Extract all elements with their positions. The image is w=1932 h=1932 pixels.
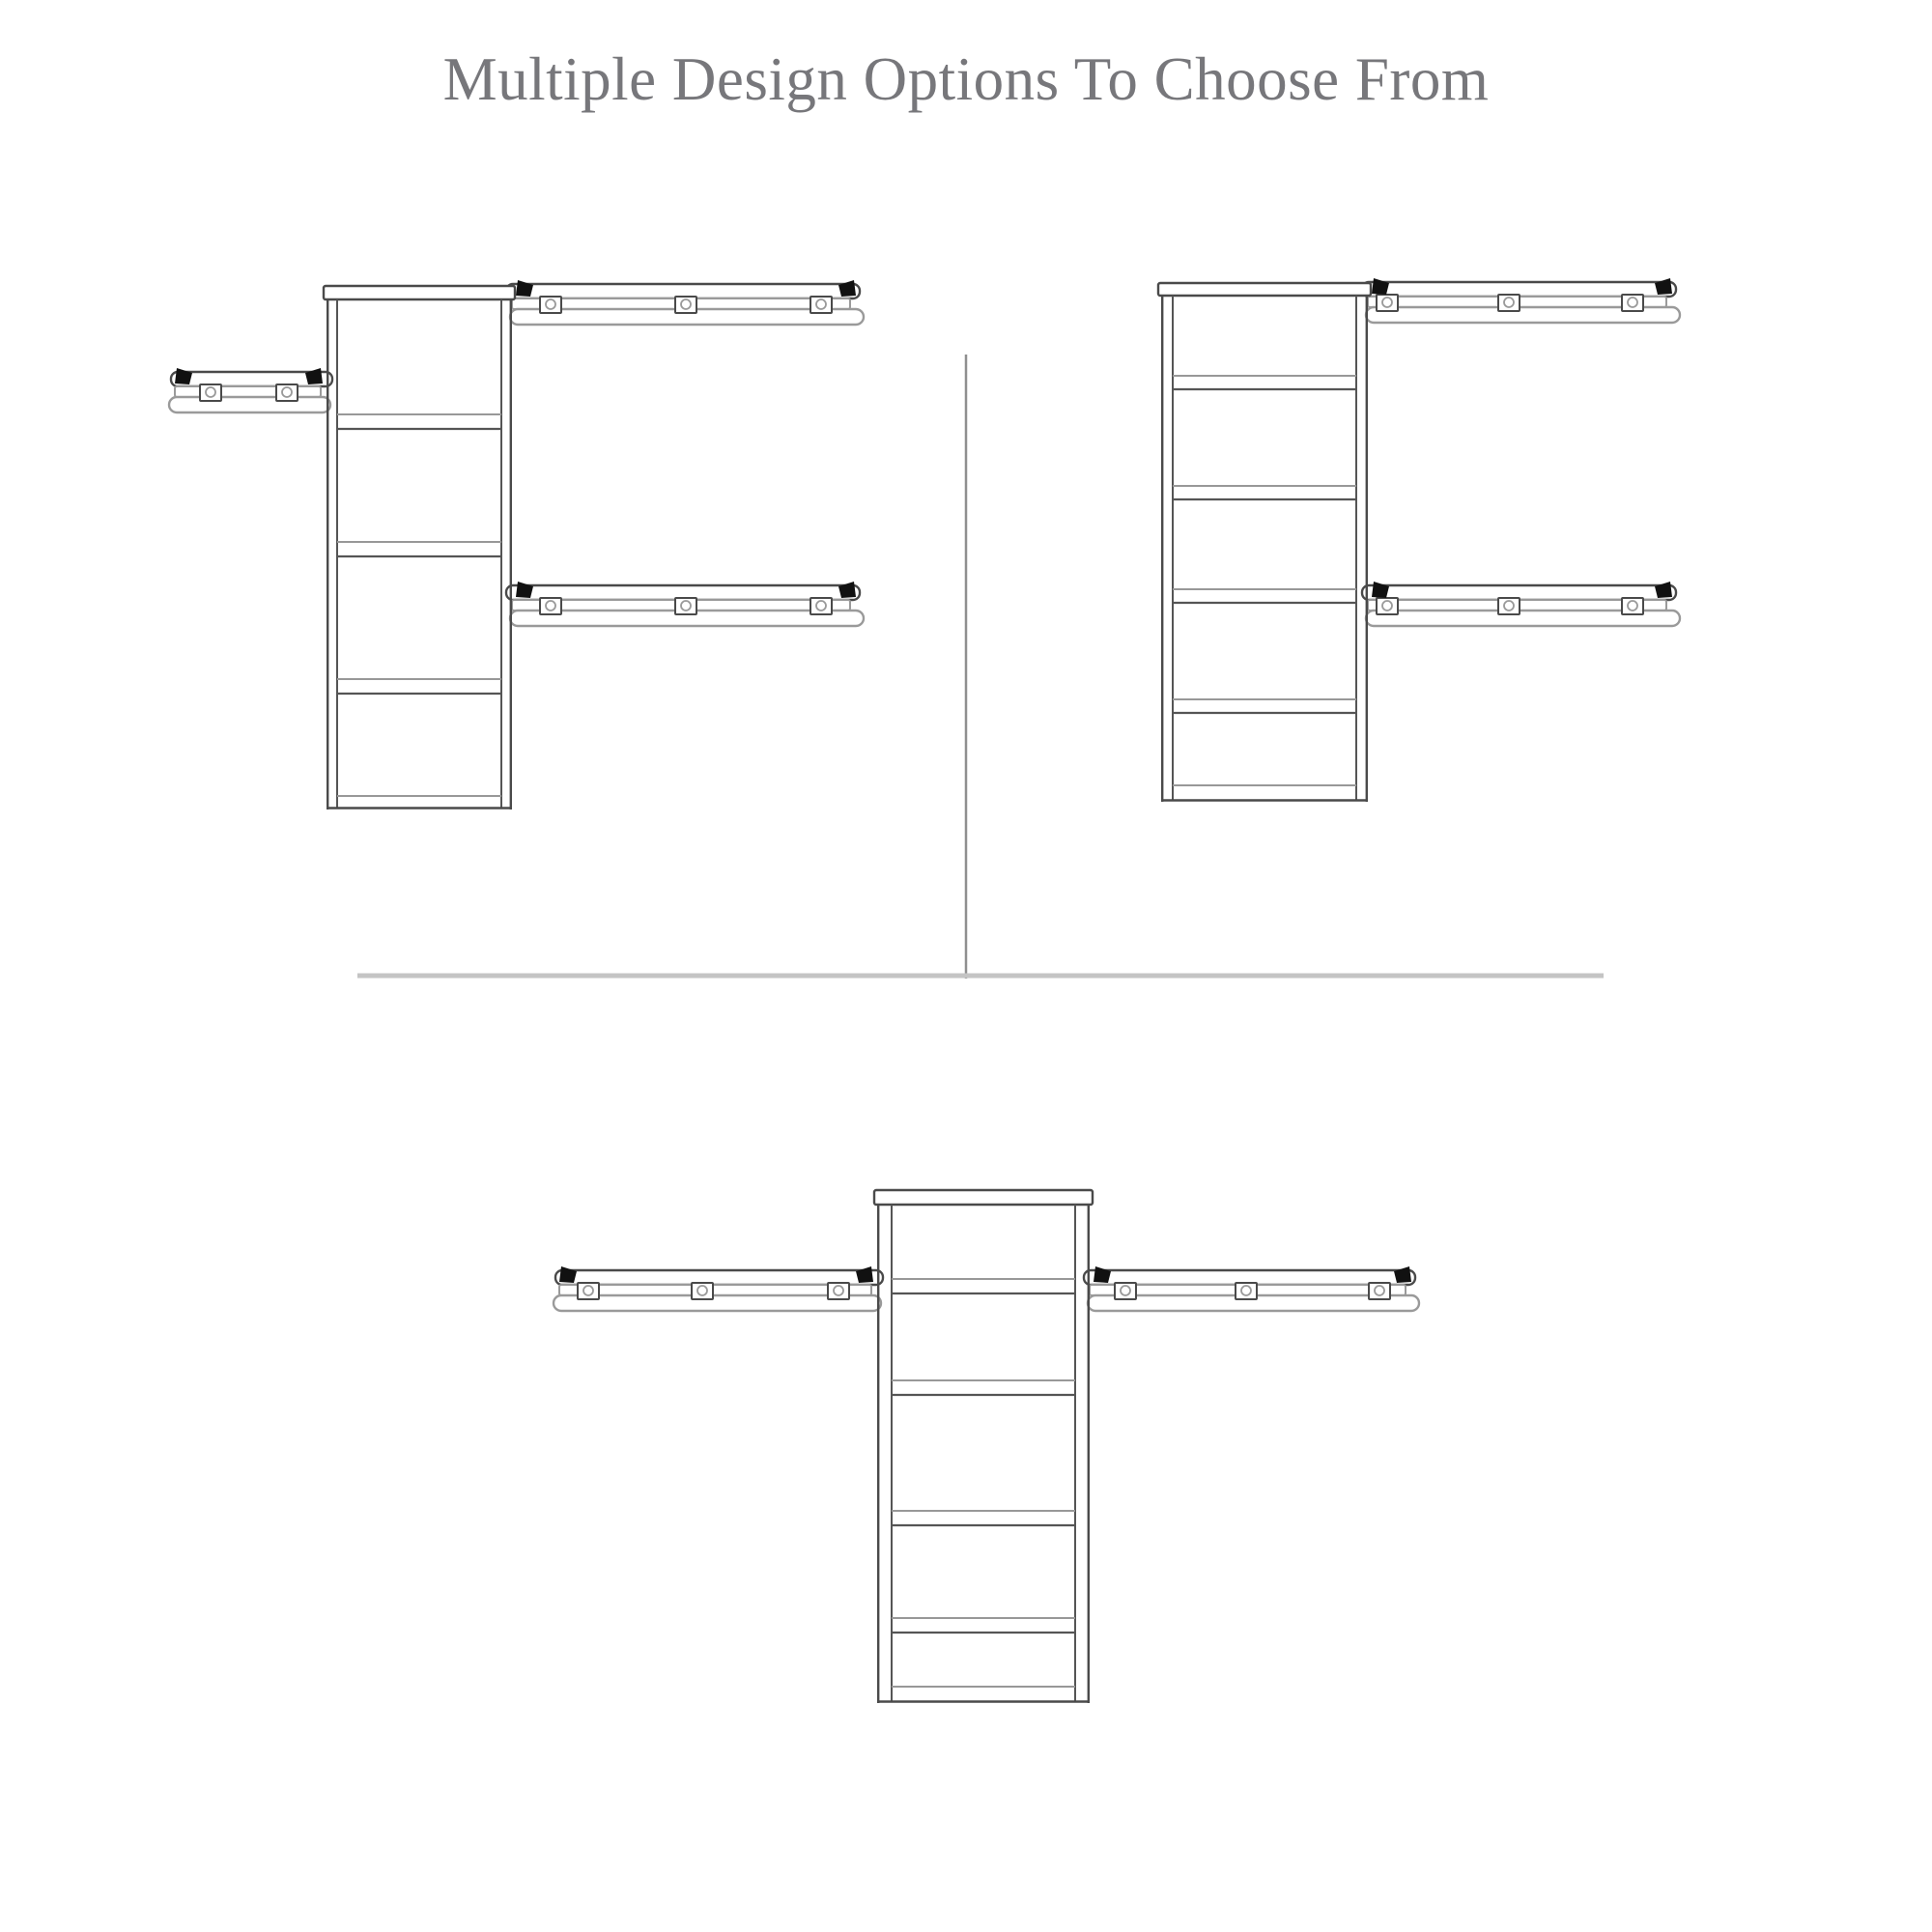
- wall-bracket: [838, 582, 856, 598]
- design-option-1: [169, 280, 864, 810]
- wall-bracket: [838, 280, 856, 297]
- shelf-tower: [1158, 283, 1371, 802]
- rod-slot: [1498, 295, 1520, 311]
- rod-slot: [578, 1283, 599, 1299]
- shelf-line: [1173, 699, 1356, 713]
- rod-slot: [1622, 598, 1643, 614]
- rod-slot: [1236, 1283, 1257, 1299]
- hanging-rod-assembly: [506, 582, 864, 626]
- rod-slot: [810, 598, 832, 614]
- rod-slot: [540, 297, 561, 313]
- shelf-line: [892, 1279, 1075, 1293]
- shelf-line: [1173, 589, 1356, 603]
- rod-slot: [692, 1283, 713, 1299]
- rod-slot: [1622, 295, 1643, 311]
- rod-slot: [1369, 1283, 1390, 1299]
- shelf-tower: [324, 286, 515, 810]
- rod-slot: [828, 1283, 849, 1299]
- wall-bracket: [305, 368, 323, 384]
- wall-bracket: [516, 582, 533, 598]
- wall-bracket: [1394, 1266, 1411, 1283]
- rod-slot: [1115, 1283, 1136, 1299]
- wall-bracket: [559, 1266, 577, 1283]
- wall-bracket: [1372, 582, 1389, 598]
- shelf-line: [1173, 376, 1356, 389]
- shelf-line: [1173, 486, 1356, 499]
- hanging-rod-assembly: [506, 280, 864, 325]
- rod-slot: [1377, 295, 1398, 311]
- shelf-line: [337, 679, 501, 694]
- rod-slot: [810, 297, 832, 313]
- shelf-line: [892, 1618, 1075, 1633]
- rod-slot: [1498, 598, 1520, 614]
- rod-slot: [1377, 598, 1398, 614]
- hanging-rod-assembly: [169, 368, 332, 412]
- hanging-rod-assembly: [554, 1266, 883, 1311]
- rod-slot: [675, 297, 696, 313]
- shelf-line: [337, 542, 501, 556]
- wall-bracket: [175, 368, 192, 384]
- rod-slot: [200, 384, 221, 401]
- rod-slot: [540, 598, 561, 614]
- shelf-line: [892, 1511, 1075, 1525]
- design-option-3: [554, 1190, 1419, 1703]
- shelf-tower: [874, 1190, 1093, 1703]
- rod-slot: [276, 384, 298, 401]
- panel-separators: [357, 355, 1604, 979]
- wall-bracket: [1655, 278, 1672, 295]
- wall-bracket: [856, 1266, 873, 1283]
- design-option-2: [1158, 278, 1680, 802]
- rod-slot: [675, 598, 696, 614]
- shelf-line: [337, 414, 501, 429]
- wall-bracket: [1655, 582, 1672, 598]
- page-title: Multiple Design Options To Choose From: [442, 45, 1490, 113]
- hanging-rod-assembly: [1362, 582, 1680, 626]
- hanging-rod-assembly: [1084, 1266, 1419, 1311]
- wall-bracket: [1094, 1266, 1111, 1283]
- shelf-line: [892, 1380, 1075, 1395]
- wall-bracket: [516, 280, 533, 297]
- wall-bracket: [1372, 278, 1389, 295]
- hanging-rod-assembly: [1362, 278, 1680, 323]
